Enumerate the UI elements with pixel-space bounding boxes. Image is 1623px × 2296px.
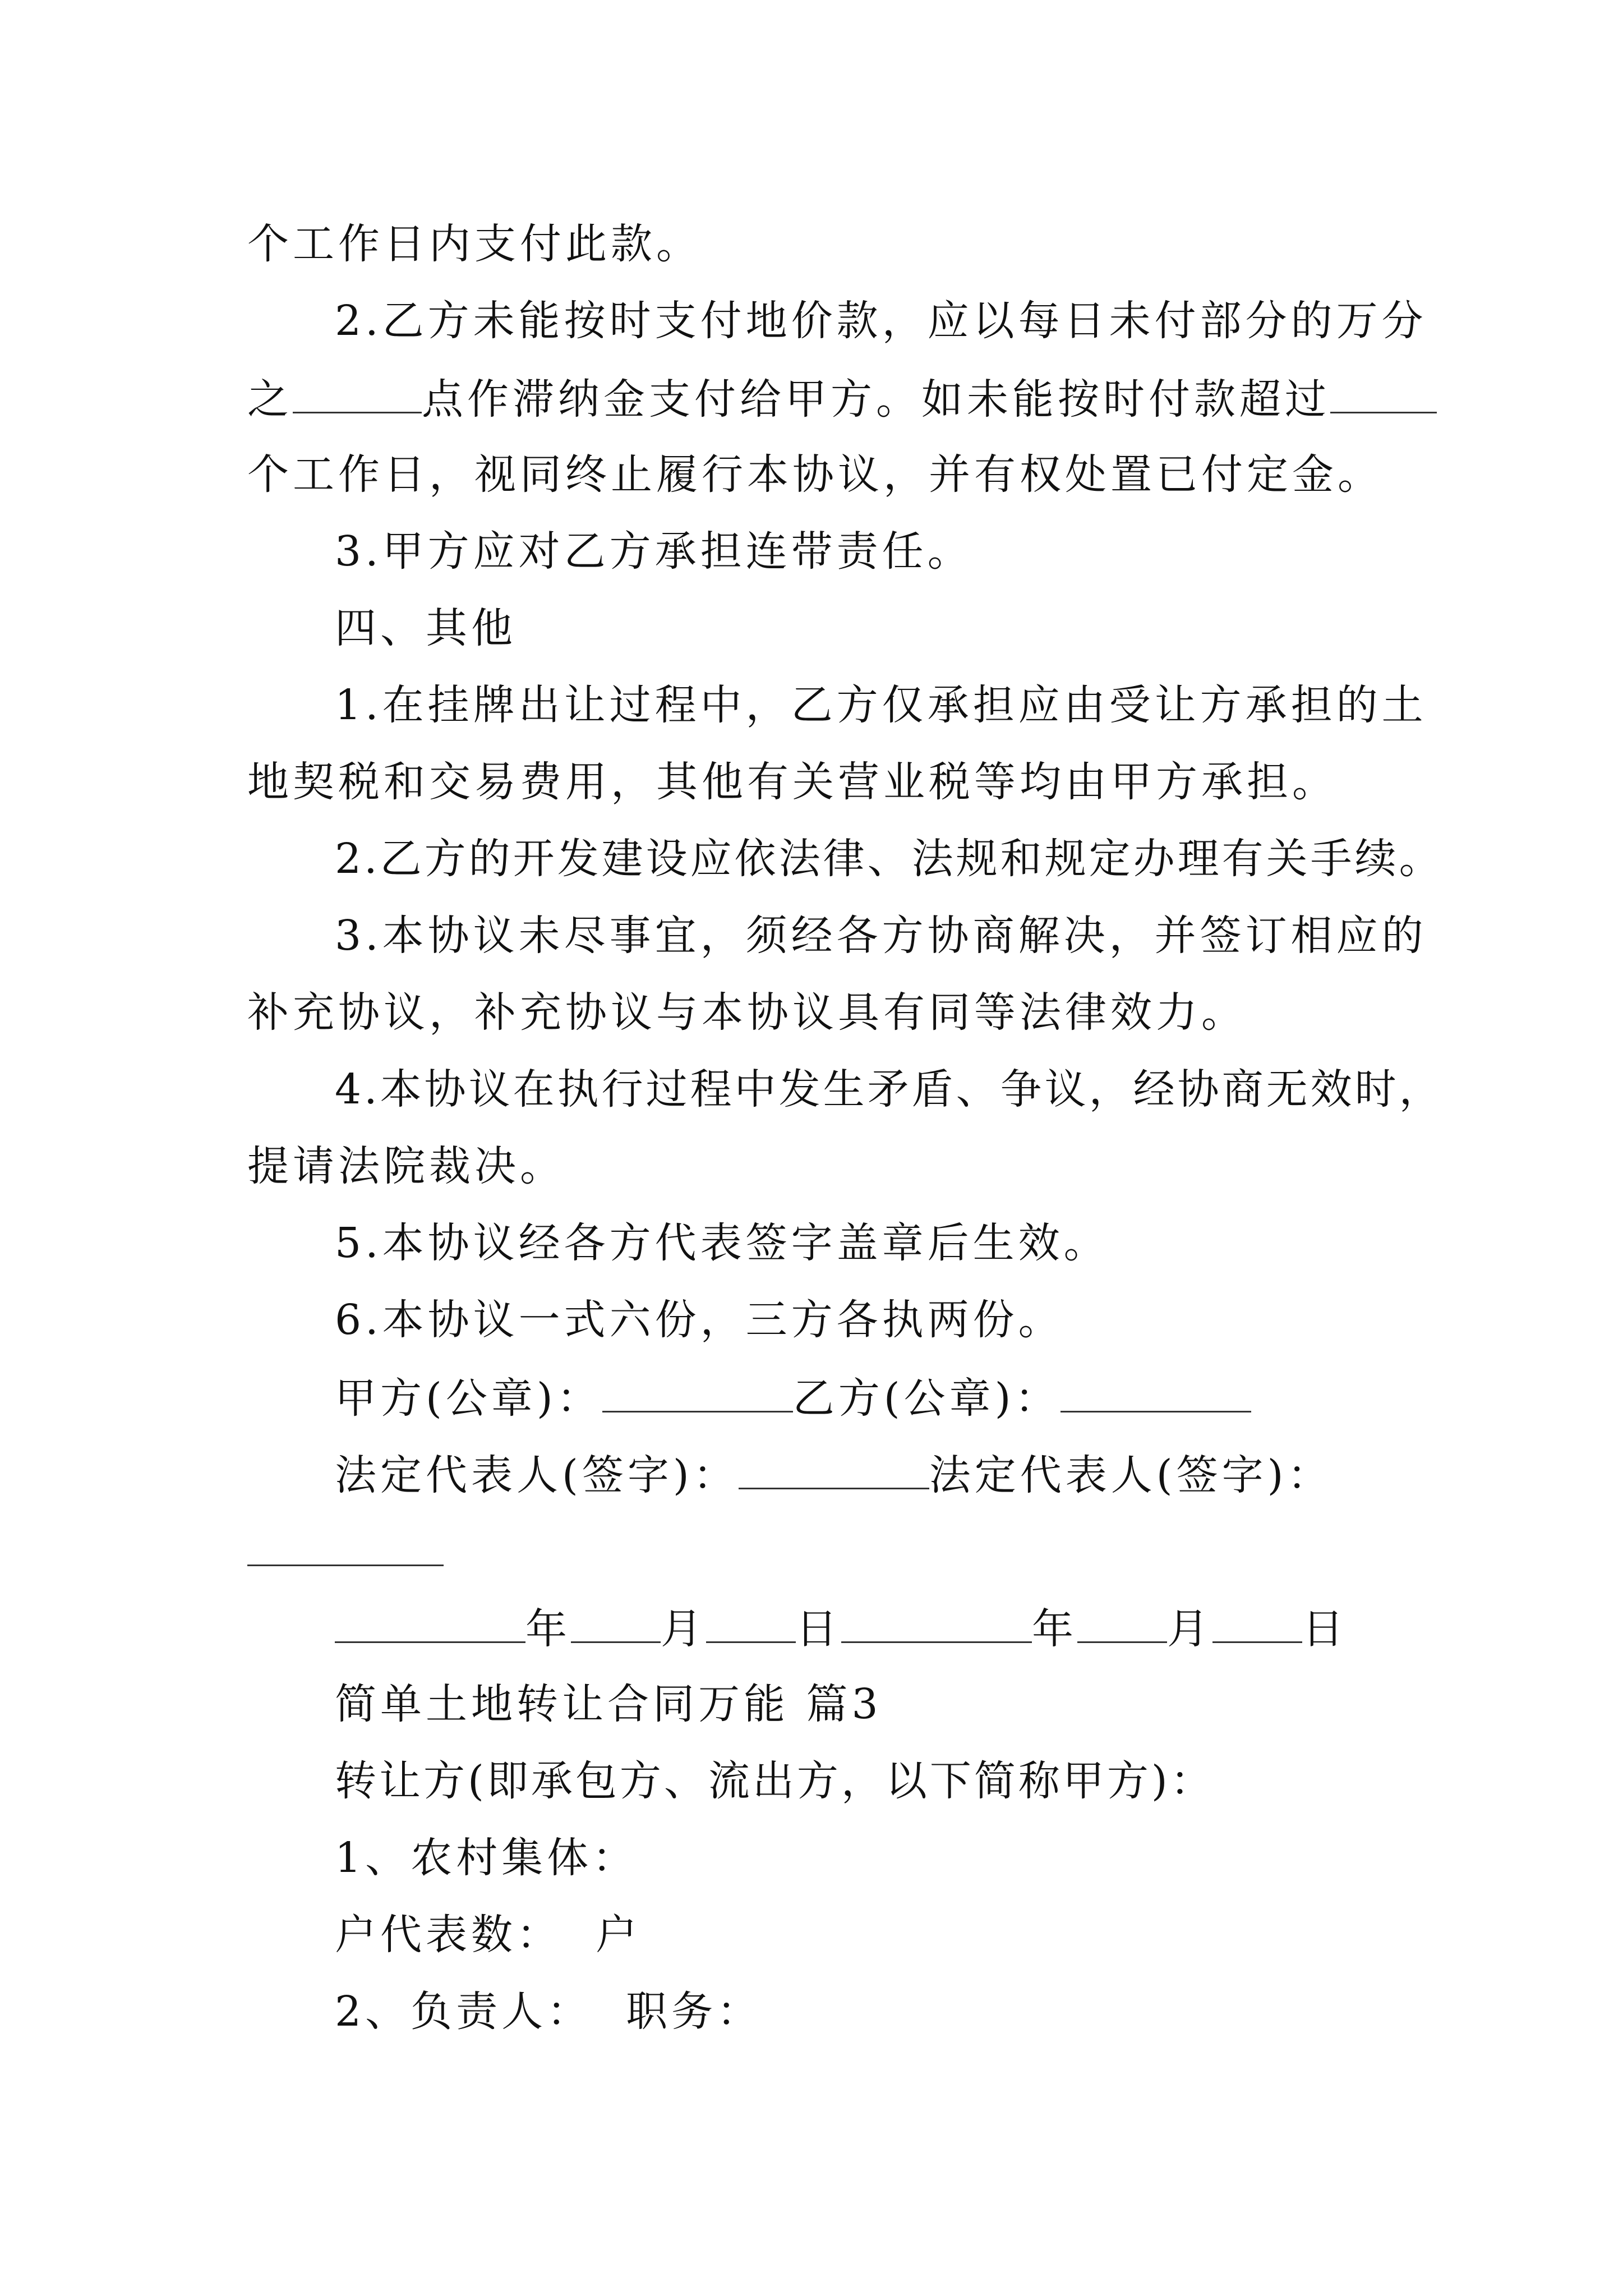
text: 1、农村集体：: [335, 1834, 638, 1882]
text: 个工作日，视同终止履行本协议，并有权处置已付定金。: [247, 450, 1383, 499]
date-line: [335, 1605, 1348, 1653]
text: 转让方(即承包方、流出方，以下简称甲方)：: [335, 1757, 1215, 1805]
section-heading: [335, 604, 517, 652]
text-line: [335, 1757, 1215, 1805]
text: 户: [596, 1911, 641, 1959]
text: 2、负责人：: [335, 1987, 593, 2036]
blank-line: [841, 1607, 1032, 1643]
text-line: [335, 297, 1427, 345]
text: 甲方(公章)：: [335, 1374, 602, 1423]
text: 月: [661, 1605, 706, 1653]
blank-line: [706, 1607, 796, 1643]
text: 职务：: [626, 1987, 763, 2036]
text: 四、其他: [335, 604, 517, 652]
text-line: [335, 1296, 1064, 1344]
blank-line: [1061, 1376, 1251, 1412]
text: 年: [525, 1605, 571, 1653]
text: 个工作日内支付此款。: [247, 220, 702, 268]
text: 之: [247, 375, 293, 424]
blank-line: [293, 377, 422, 413]
text: 2.乙方的开发建设应依法律、法规和规定办理有关手续。: [335, 835, 1444, 883]
text: 点作滞纳金支付给甲方。如未能按时付款超过: [422, 375, 1330, 424]
text-line: [335, 912, 1427, 960]
article-title: [335, 1680, 882, 1728]
text: 乙方(公章)：: [792, 1374, 1061, 1423]
text-line: [335, 1065, 1444, 1114]
text: 5.本协议经各方代表签字盖章后生效。: [335, 1219, 1109, 1267]
blank-line: [335, 1607, 525, 1643]
signature-line-seal: [335, 1374, 1251, 1423]
text: 年: [1032, 1605, 1077, 1653]
text: 月: [1167, 1605, 1212, 1653]
blank-line: [247, 1530, 444, 1566]
text-line: [247, 450, 1383, 499]
text-line: [247, 988, 1247, 1037]
blank-line: [571, 1607, 661, 1643]
signature-line-representative: [335, 1451, 1333, 1499]
blank-line: [1330, 377, 1437, 413]
blank-line: [1212, 1607, 1302, 1643]
text: 户代表数：: [335, 1911, 562, 1959]
text: 1.在挂牌出让过程中，乙方仅承担应由受让方承担的土: [335, 681, 1427, 729]
text-line: [335, 681, 1427, 729]
text-line: [335, 527, 973, 576]
text: 补充协议，补充协议与本协议具有同等法律效力。: [247, 988, 1247, 1037]
blank-line: [1077, 1607, 1167, 1643]
text: 提请法院裁决。: [247, 1142, 565, 1190]
text: 日: [796, 1605, 841, 1653]
blank-line: [602, 1376, 793, 1412]
text-line: [335, 1987, 763, 2036]
blank-line: [739, 1453, 929, 1489]
text-line: [335, 1911, 641, 1959]
text: 法定代表人(签字)：: [335, 1451, 739, 1499]
text-line: [247, 375, 1437, 424]
text: 简单土地转让合同万能 篇3: [335, 1680, 882, 1728]
text: 3.甲方应对乙方承担连带责任。: [335, 527, 973, 576]
text-line: [247, 758, 1338, 806]
text: 6.本协议一式六份，三方各执两份。: [335, 1296, 1064, 1344]
text-line: [335, 1219, 1109, 1267]
text-line: [335, 835, 1444, 883]
text-line: [335, 1834, 638, 1882]
text: 3.本协议未尽事宜，须经各方协商解决，并签订相应的: [335, 912, 1427, 960]
text-line: [247, 1142, 565, 1190]
text-line: [247, 220, 702, 268]
text: 日: [1302, 1605, 1348, 1653]
text: 法定代表人(签字)：: [929, 1451, 1333, 1499]
text: 4.本协议在执行过程中发生矛盾、争议，经协商无效时，: [335, 1065, 1444, 1114]
text: 2.乙方未能按时支付地价款，应以每日未付部分的万分: [335, 297, 1427, 345]
text: 地契税和交易费用，其他有关营业税等均由甲方承担。: [247, 758, 1338, 806]
